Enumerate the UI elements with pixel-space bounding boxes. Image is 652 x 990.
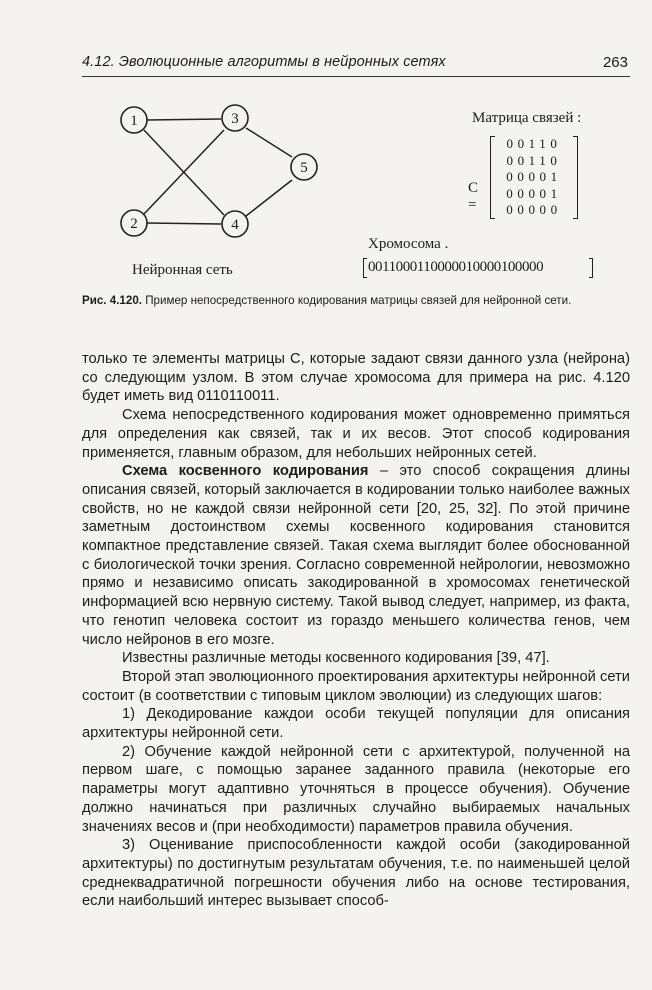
list-item: 3) Оценивание приспособленности каждой особи (закодированной архитектуры) по достигнутым результатам обучения, т.е. по наименьшей целой среднеквадратичной погрешности обучения либо на основе тестирования, если наибольший интерес вызывает способ- <box>82 837 630 910</box>
node-label-1: 1 <box>130 113 138 129</box>
body-text <box>82 350 630 911</box>
node-label-5: 5 <box>300 160 308 176</box>
edge-4-5 <box>246 180 292 216</box>
matrix-row: 00110 <box>506 152 562 168</box>
node-label-4: 4 <box>231 217 239 233</box>
term-indirect-coding: Схема косвенного кодирования <box>122 463 369 480</box>
figure-4-120 <box>80 90 640 300</box>
edge-2-4 <box>147 223 221 224</box>
matrix-symbol: C = <box>468 180 479 213</box>
network-label: Нейронная сеть <box>132 262 233 278</box>
chromosome-value: 0011000110000010000100000 <box>368 259 544 275</box>
running-head <box>82 50 630 77</box>
chromosome-box <box>363 258 593 278</box>
matrix-body <box>490 136 578 219</box>
edge-3-5 <box>246 128 292 157</box>
paragraph: только те элементы матрицы C, которые задают связи данного узла (нейрона) со следующим узлом. В этом случае хромосома для примера на рис. 4.120 будет иметь вид 0110110011. <box>82 351 630 405</box>
node-label-2: 2 <box>130 216 138 232</box>
paragraph: Известны различные методы косвенного кодирования [39, 47]. <box>122 650 550 667</box>
matrix-row: 00000 <box>506 202 562 217</box>
caption-number: Рис. 4.120. <box>82 294 142 307</box>
matrix-row: 00001 <box>506 185 562 201</box>
paragraph <box>82 462 630 649</box>
caption-text: Пример непосредственного кодирования матрицы связей для нейронной сети. <box>145 294 572 307</box>
matrix-row: 00001 <box>506 169 562 184</box>
edge-1-3 <box>147 119 221 120</box>
paragraph: Схема непосредственного кодирования может одновременно примяться для определения как связей, так и их весов. Этот способ кодирования применяется, главным образом, для небольших нейронных сетей. <box>82 407 630 461</box>
page-number: 263 <box>602 54 628 71</box>
paragraph-text: – это способ сокращения длины описания связей, который заключается в кодировании только наиболее важных свойств, но не каждой связи нейронной сети [20, 25, 32]. По этой причине заметным достоинством схемы косвенного кодирования становится компактное представление связей. Такая схема выглядит более обоснованной с биологической точки зрения. Согласно современной нейрологии, невозможно прямо и независимо описать закодированной в хромосомах генетической информацией всю нервную систему. Такой вывод следует, например, из факта, что генотип человека состоит из гораздо меньшего количества генов, чем число нейронов в его мозге. <box>82 463 630 648</box>
chromosome-label: Хромосома . <box>368 236 449 252</box>
list-item: 1) Декодирование каждои особи текущей популяции для описания архитектуры нейронной сети. <box>82 706 630 742</box>
node-label-3: 3 <box>231 111 239 127</box>
list-item: 2) Обучение каждой нейронной сети с архитектурой, полученной на первом шаге, с помощью заранее заданного правила (некоторые его параметры могут адаптивно уточняться в процессе обучения). Обучение должно начинаться при различных случайно выбираемых начальных значениях весов и (при необходимости) параметров правила обучения. <box>82 743 630 835</box>
section-title: 4.12. Эволюционные алгоритмы в нейронных сетях <box>82 54 446 70</box>
paragraph: Второй этап эволюционного проектирования архитектуры нейронной сети состоит (в соответствии с типовым циклом эволюции) из следующих шагов: <box>82 668 630 704</box>
matrix-row: 00110 <box>506 136 562 151</box>
matrix-label: Матрица связей : <box>472 110 582 126</box>
figure-caption <box>82 294 642 307</box>
